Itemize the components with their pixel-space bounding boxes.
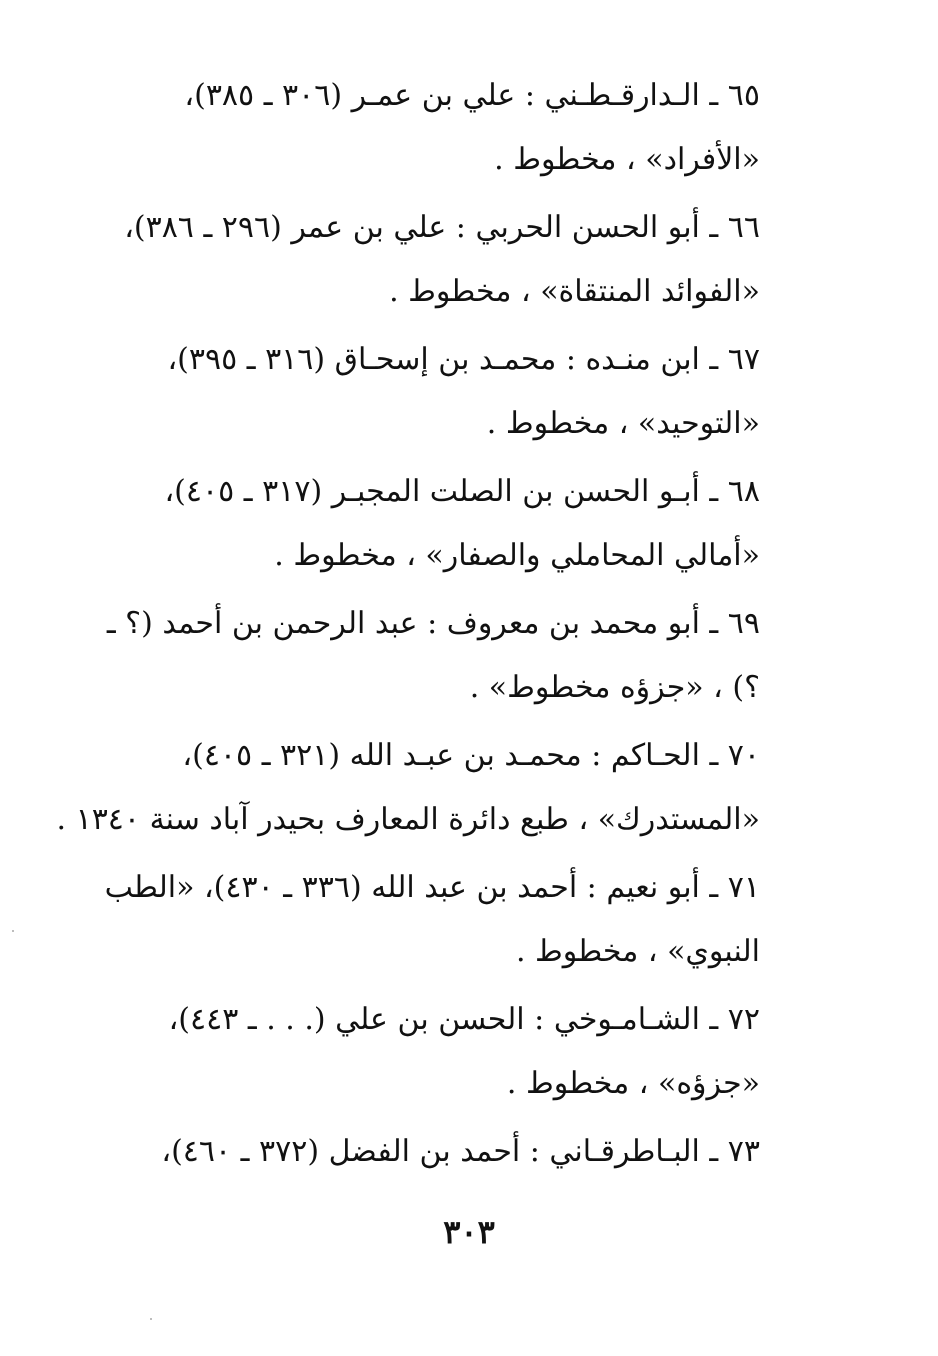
list-item [128,988,760,1116]
bibliography-list [56,64,760,1184]
entry-title: النبوي» ، مخطوط . [515,934,760,969]
entry-heading: ٦٨ ـ أبـو الحسن بن الصلت المجبـر (٣١٧ ـ ٤٠٥)، [164,474,760,509]
scan-speck [150,1318,152,1320]
list-item [56,724,760,852]
entry-title: «الفوائد المنتقاة» ، مخطوط . [389,274,760,309]
entry-title: «التوحيد» ، مخطوط . [486,406,760,441]
entry-heading: ٧٠ ـ الحـاكم : محمـد بن عبـد الله (٣٢١ ـ ٤٠٥)، [182,738,760,773]
entry-heading: ٦٧ ـ ابن منـده : محمـد بن إسحـاق (٣١٦ ـ ٣٩٥)، [167,342,760,377]
entry-title: ؟) ، «جزؤه مخطوط» . [469,670,760,705]
list-item [128,1120,760,1184]
entry-title: «أمالي المحاملي والصفار» ، مخطوط . [274,538,760,573]
entry-title: «جزؤه» ، مخطوط . [506,1066,760,1101]
list-item [104,856,760,984]
entry-heading: ٧٢ ـ الشـامـوخي : الحسن بن علي (. . . ـ ٤٤٣)، [168,1002,760,1037]
entry-title: «المستدرك» ، طبع دائرة المعارف بحيدر آباد سنة ١٣٤٠ . [56,802,760,837]
list-item [106,592,760,720]
entry-heading: ٦٥ ـ الـدارقـطـني : علي بن عمـر (٣٠٦ ـ ٣٨٥)، [184,78,760,113]
entry-heading: ٧٣ ـ البـاطرقـاني : أحمد بن الفضل (٣٧٢ ـ ٤٦٠)، [161,1134,760,1169]
list-item [128,328,760,456]
scan-speck [12,930,14,932]
entry-heading: ٦٩ ـ أبو محمد بن معروف : عبد الرحمن بن أحمد (؟ ـ [106,606,760,641]
list-item [128,64,760,192]
list-item [128,460,760,588]
entry-title: «الأفراد» ، مخطوط . [494,142,760,177]
list-item [124,196,760,324]
entry-heading: ٧١ ـ أبو نعيم : أحمد بن عبد الله (٣٣٦ ـ ٤٣٠)، «الطب [104,870,760,905]
page-number: ٣٠٣ [443,1213,495,1251]
entry-heading: ٦٦ ـ أبو الحسن الحربي : علي بن عمر (٢٩٦ ـ ٣٨٦)، [124,210,760,245]
